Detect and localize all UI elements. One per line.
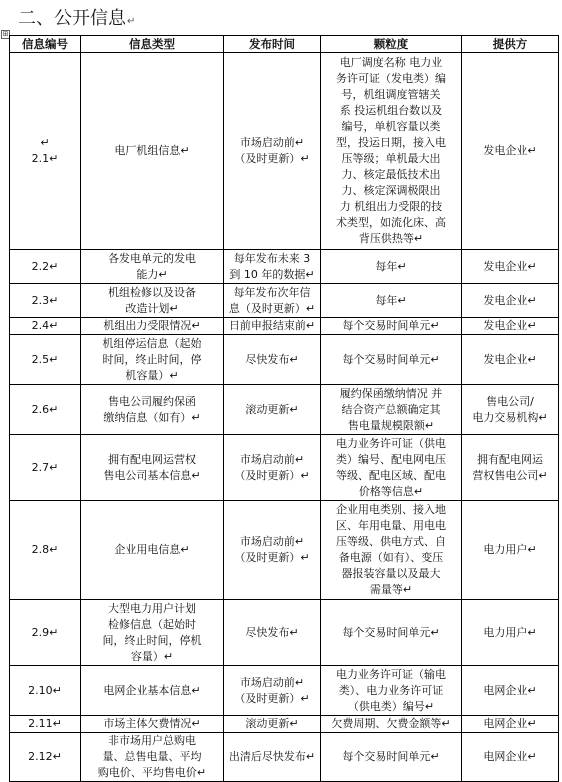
provider-cell: 电力用户↵: [462, 600, 559, 666]
table-row: [10, 716, 559, 733]
info-type-cell: 机组停运信息（起始 时间，终止时间，停 机容量）↵: [81, 335, 224, 385]
publish-time-cell: 滚动更新↵: [224, 385, 321, 435]
table-row: [10, 501, 559, 600]
granularity-cell: 欠费周期、欠费金额等↵: [321, 716, 462, 733]
info-number-cell: 2.4↵: [10, 318, 81, 335]
publish-time-cell: 市场启动前↵ （及时更新）↵: [224, 53, 321, 250]
info-type-cell: 电网企业基本信息↵: [81, 666, 224, 716]
publish-time-cell: 市场启动前↵ （及时更新）↵: [224, 435, 321, 501]
granularity-cell: 每年↵: [321, 250, 462, 284]
publish-time-cell: 市场启动前↵ （及时更新）↵: [224, 501, 321, 600]
info-number-cell: 2.12↵: [10, 733, 81, 782]
publish-time-cell: 出清后尽快发布↵: [224, 733, 321, 782]
table-row: [10, 600, 559, 666]
provider-cell: 发电企业↵: [462, 53, 559, 250]
info-type-cell: 非市场用户总购电 量、总售电量、平均 购电价、平均售电价↵: [81, 733, 224, 782]
header-publish-time: 发布时间: [224, 36, 321, 53]
info-number-cell: 2.10↵: [10, 666, 81, 716]
granularity-cell: 电力业务许可证（供电 类）编号、配电网电压 等级、配电区域、配电 价格等信息↵: [321, 435, 462, 501]
publish-time-cell: 尽快发布↵: [224, 600, 321, 666]
info-number-cell: 2.9↵: [10, 600, 81, 666]
info-number-cell: 2.7↵: [10, 435, 81, 501]
section-heading: [18, 6, 135, 32]
granularity-cell: 每个交易时间单元↵: [321, 733, 462, 782]
table-row: [10, 53, 559, 250]
info-type-cell: 市场主体欠费情况↵: [81, 716, 224, 733]
provider-cell: 电力用户↵: [462, 501, 559, 600]
info-number-cell: ↵ 2.1↵: [10, 53, 81, 250]
publish-time-cell: 市场启动前↵ （及时更新）↵: [224, 666, 321, 716]
heading-text: 二、公开信息: [18, 8, 126, 29]
info-type-cell: 各发电单元的发电 能力↵: [81, 250, 224, 284]
table-row: [10, 318, 559, 335]
header-info-number: 信息编号: [10, 36, 81, 53]
provider-cell: 发电企业↵: [462, 284, 559, 318]
table-row: [10, 385, 559, 435]
info-type-cell: 电厂机组信息↵: [81, 53, 224, 250]
granularity-cell: 履约保函缴纳情况 并 结合资产总额确定其 售电量规模限额↵: [321, 385, 462, 435]
info-type-cell: 机组检修以及设备 改造计划↵: [81, 284, 224, 318]
header-info-type: 信息类型: [81, 36, 224, 53]
header-provider: 提供方: [462, 36, 559, 53]
public-info-table: [9, 35, 559, 782]
table-header-row: [10, 36, 559, 53]
info-number-cell: 2.5↵: [10, 335, 81, 385]
table-row: [10, 666, 559, 716]
info-number-cell: 2.11↵: [10, 716, 81, 733]
info-number-cell: 2.3↵: [10, 284, 81, 318]
granularity-cell: 电力业务许可证（输电 类）、电力业务许可证 （供电类）编号↵: [321, 666, 462, 716]
publish-time-cell: 滚动更新↵: [224, 716, 321, 733]
granularity-cell: 每个交易时间单元↵: [321, 335, 462, 385]
granularity-cell: 电厂调度名称 电力业 务许可证（发电类）编 号，机组调度管辖关 系 投运机组台数以及 编号，单机容量以类 型，投运日期，接入电 压等级；单机最大出 力、核定最低技术出 力、核定深调极限出 力 机组出力受限的技 术类型，如流化床、高 背压供热等↵: [321, 53, 462, 250]
provider-cell: 电网企业↵: [462, 716, 559, 733]
table-row: [10, 284, 559, 318]
provider-cell: 电网企业↵: [462, 666, 559, 716]
info-type-cell: 售电公司履约保函 缴纳信息（如有）↵: [81, 385, 224, 435]
publish-time-cell: 每年发布未来 3 到 10 年的数据↵: [224, 250, 321, 284]
table-row: [10, 733, 559, 782]
granularity-cell: 企业用电类别、接入地 区、年用电量、用电电 压等级、供电方式、自 备电源（如有）、变压 器报装容量以及最大 需量等↵: [321, 501, 462, 600]
paragraph-mark-icon: ↵: [127, 16, 136, 27]
publish-time-cell: 日前申报结束前↵: [224, 318, 321, 335]
info-type-cell: 拥有配电网运营权 售电公司基本信息↵: [81, 435, 224, 501]
provider-cell: 拥有配电网运 营权售电公司↵: [462, 435, 559, 501]
provider-cell: 发电企业↵: [462, 318, 559, 335]
granularity-cell: 每个交易时间单元↵: [321, 318, 462, 335]
info-number-cell: 2.6↵: [10, 385, 81, 435]
info-number-cell: 2.2↵: [10, 250, 81, 284]
table-row: [10, 335, 559, 385]
info-type-cell: 企业用电信息↵: [81, 501, 224, 600]
provider-cell: 售电公司/ 电力交易机构↵: [462, 385, 559, 435]
header-granularity: 颗粒度: [321, 36, 462, 53]
publish-time-cell: 尽快发布↵: [224, 335, 321, 385]
provider-cell: 发电企业↵: [462, 250, 559, 284]
table-row: [10, 435, 559, 501]
provider-cell: 电网企业↵: [462, 733, 559, 782]
provider-cell: 发电企业↵: [462, 335, 559, 385]
table-row: [10, 250, 559, 284]
table-move-handle-icon[interactable]: ⊞: [2, 30, 9, 38]
info-type-cell: 大型电力用户计划 检修信息（起始时 间，终止时间，停机 容量）↵: [81, 600, 224, 666]
info-type-cell: 机组出力受限情况↵: [81, 318, 224, 335]
info-number-cell: 2.8↵: [10, 501, 81, 600]
publish-time-cell: 每年发布次年信 息（及时更新）↵: [224, 284, 321, 318]
granularity-cell: 每个交易时间单元↵: [321, 600, 462, 666]
granularity-cell: 每年↵: [321, 284, 462, 318]
